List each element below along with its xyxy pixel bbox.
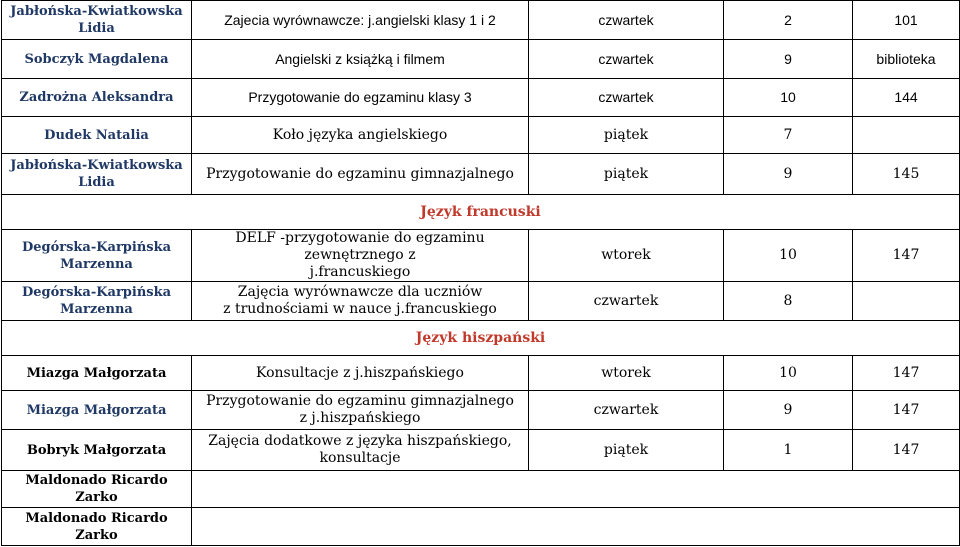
day: piątek [529, 154, 724, 195]
section-title-spanish: Język hiszpański [2, 321, 960, 356]
room: 144 [853, 79, 960, 117]
day: czwartek [529, 79, 724, 117]
activity-line: z j.hiszpańskiego [299, 410, 421, 426]
table-row [2, 508, 960, 546]
teacher-name: Maldonado Ricardo Zarko [2, 471, 192, 508]
teacher-name: Jabłońska-Kwiatkowska Lidia [2, 1, 192, 40]
table-row [2, 356, 960, 391]
teacher-name: Sobczyk Magdalena [2, 40, 192, 79]
teacher-name: Miazga Małgorzata [2, 356, 192, 391]
activity-name [192, 391, 529, 430]
table-row [2, 282, 960, 321]
activity-name [192, 430, 529, 471]
lesson-hour: 10 [724, 356, 853, 391]
lesson-hour: 1 [724, 430, 853, 471]
teacher-name: Zadrożna Aleksandra [2, 79, 192, 117]
day: wtorek [529, 356, 724, 391]
activity-name: Zajecia wyrównawcze: j.angielski klasy 1 i 2 [192, 1, 529, 40]
room [853, 282, 960, 321]
table-row [2, 154, 960, 195]
empty-cell [853, 508, 960, 546]
empty-cell [529, 471, 724, 508]
day: piątek [529, 430, 724, 471]
section-title-french: Język francuski [2, 195, 960, 230]
activity-line: j.francuskiego [309, 264, 411, 280]
lesson-hour: 7 [724, 117, 853, 154]
room [853, 117, 960, 154]
empty-cell [192, 471, 529, 508]
lesson-hour: 8 [724, 282, 853, 321]
day: czwartek [529, 40, 724, 79]
room: biblioteka [853, 40, 960, 79]
lesson-hour: 9 [724, 40, 853, 79]
activity-line: Zajęcia dodatkowe z języka hiszpańskiego, [208, 433, 512, 449]
activity-line: konsultacje [319, 450, 401, 466]
teacher-name: Dudek Natalia [2, 117, 192, 154]
activity-name [192, 282, 529, 321]
room: 147 [853, 430, 960, 471]
activity-name: Konsultacje z j.hiszpańskiego [192, 356, 529, 391]
table-row [2, 230, 960, 282]
lesson-hour: 10 [724, 230, 853, 282]
activity-name: Przygotowanie do egzaminu gimnazjalnego [192, 154, 529, 195]
activity-line: DELF -przygotowanie do egzaminu zewnętrznego z [235, 230, 485, 263]
empty-cell [724, 471, 853, 508]
day: czwartek [529, 391, 724, 430]
activity-line: z trudnościami w nauce j.francuskiego [223, 301, 497, 317]
empty-cell [724, 508, 853, 546]
day: czwartek [529, 1, 724, 40]
teacher-name: Miazga Małgorzata [2, 391, 192, 430]
table-row [2, 40, 960, 79]
table-row [2, 117, 960, 154]
teacher-name: Jabłońska-Kwiatkowska Lidia [2, 154, 192, 195]
empty-cell [529, 508, 724, 546]
section-header-row [2, 195, 960, 230]
room: 147 [853, 391, 960, 430]
day: czwartek [529, 282, 724, 321]
table-row [2, 430, 960, 471]
activity-line: Przygotowanie do egzaminu gimnazjalnego [206, 393, 514, 409]
lesson-hour: 10 [724, 79, 853, 117]
empty-cell [192, 508, 529, 546]
room: 101 [853, 1, 960, 40]
teacher-name: Degórska-Karpińska Marzenna [2, 282, 192, 321]
table-row [2, 79, 960, 117]
activity-line: Zajęcia wyrównawcze dla uczniów [237, 284, 483, 300]
table-row [2, 1, 960, 40]
room: 147 [853, 356, 960, 391]
activity-name: Angielski z książką i filmem [192, 40, 529, 79]
empty-cell [853, 471, 960, 508]
room: 145 [853, 154, 960, 195]
activity-name [192, 230, 529, 282]
teacher-name: Degórska-Karpińska Marzenna [2, 230, 192, 282]
table-row [2, 391, 960, 430]
day: piątek [529, 117, 724, 154]
lesson-hour: 2 [724, 1, 853, 40]
day: wtorek [529, 230, 724, 282]
room: 147 [853, 230, 960, 282]
schedule-table [1, 0, 960, 546]
teacher-name: Maldonado Ricardo Zarko [2, 508, 192, 546]
activity-name: Koło języka angielskiego [192, 117, 529, 154]
table-row [2, 471, 960, 508]
activity-name: Przygotowanie do egzaminu klasy 3 [192, 79, 529, 117]
section-header-row [2, 321, 960, 356]
lesson-hour: 9 [724, 391, 853, 430]
lesson-hour: 9 [724, 154, 853, 195]
teacher-name: Bobryk Małgorzata [2, 430, 192, 471]
